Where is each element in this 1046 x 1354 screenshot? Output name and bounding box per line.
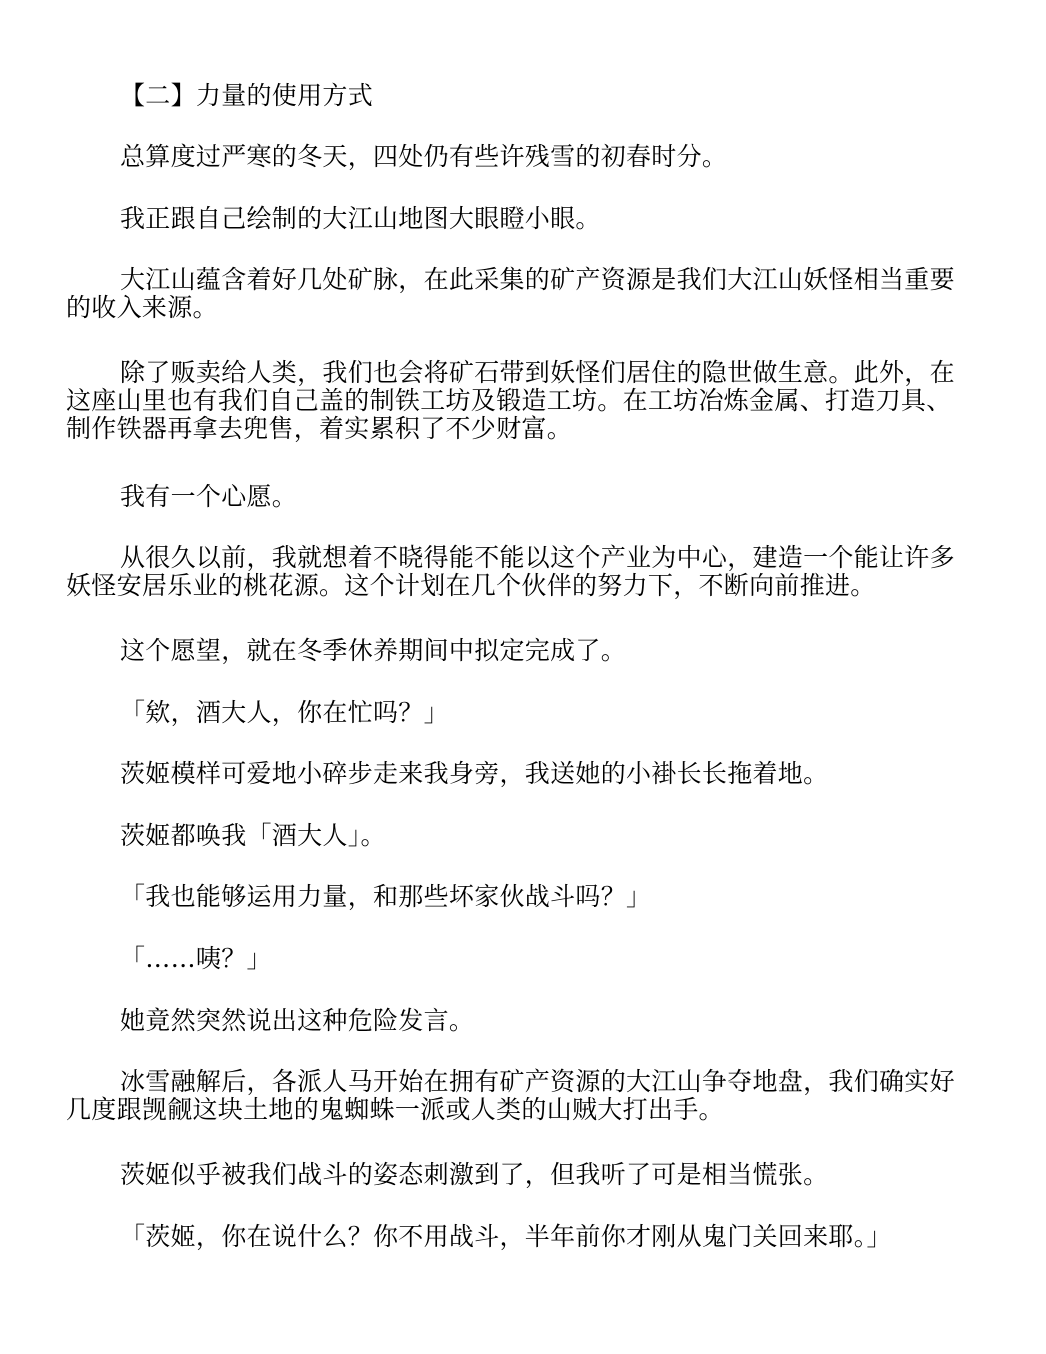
paragraph-11: 「我也能够运用力量，和那些坏家伙战斗吗？」 xyxy=(120,882,652,911)
paragraph-16: 「茨姬，你在说什么？你不用战斗，半年前你才刚从鬼门关回来耶。」 xyxy=(120,1222,892,1251)
paragraph-7: 这个愿望，就在冬季休养期间中拟定完成了。 xyxy=(120,636,627,665)
paragraph-1: 总算度过严寒的冬天，四处仍有些许残雪的初春时分。 xyxy=(120,142,728,171)
paragraph-3: 大江山蕴含着好几处矿脉，在此采集的矿产资源是我们大江山妖怪相当重要的收入来源。 xyxy=(66,265,955,322)
chapter-heading: 【二】力量的使用方式 xyxy=(120,81,374,110)
paragraph-9: 茨姬模样可爱地小碎步走来我身旁，我送她的小褂长长拖着地。 xyxy=(120,759,829,788)
paragraph-8: 「欸，酒大人，你在忙吗？」 xyxy=(120,698,449,727)
paragraph-2: 我正跟自己绘制的大江山地图大眼瞪小眼。 xyxy=(120,204,601,233)
paragraph-5: 我有一个心愿。 xyxy=(120,482,298,511)
paragraph-13: 她竟然突然说出这种危险发言。 xyxy=(120,1006,475,1035)
paragraph-6: 从很久以前，我就想着不晓得能不能以这个产业为中心，建造一个能让许多妖怪安居乐业的桃花源。这个计划在几个伙伴的努力下，不断向前推进。 xyxy=(66,543,955,600)
paragraph-12: 「……咦？」 xyxy=(120,944,272,973)
paragraph-10: 茨姬都唤我「酒大人」。 xyxy=(120,821,386,850)
paragraph-4: 除了贩卖给人类，我们也会将矿石带到妖怪们居住的隐世做生意。此外，在这座山里也有我们自己盖的制铁工坊及锻造工坊。在工坊冶炼金属、打造刀具、制作铁器再拿去兜售，着实累积了不少财富。 xyxy=(66,358,955,443)
paragraph-15: 茨姬似乎被我们战斗的姿态刺激到了，但我听了可是相当慌张。 xyxy=(120,1160,829,1189)
paragraph-14: 冰雪融解后，各派人马开始在拥有矿产资源的大江山争夺地盘，我们确实好几度跟觊觎这块土地的鬼蜘蛛一派或人类的山贼大打出手。 xyxy=(66,1067,955,1124)
